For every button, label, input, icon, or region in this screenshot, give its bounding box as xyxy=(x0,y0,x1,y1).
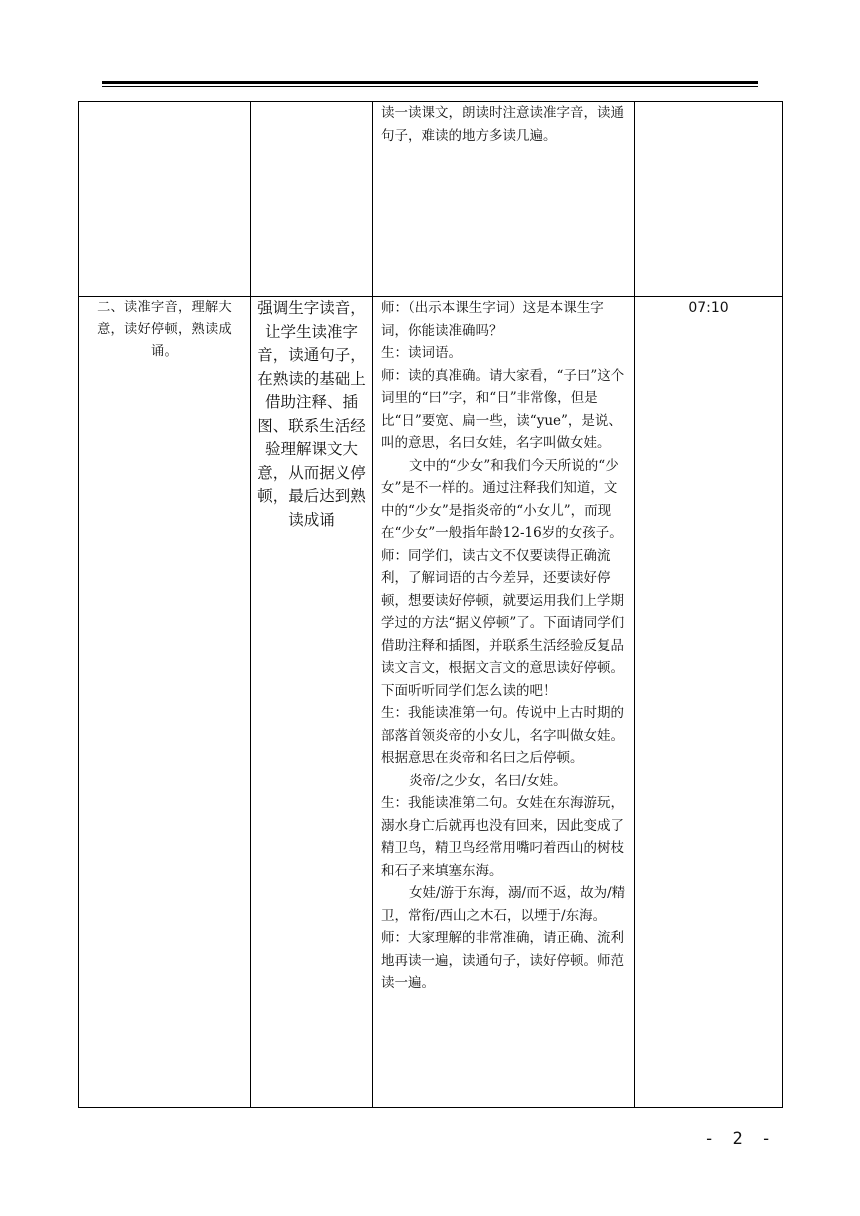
lesson-plan-table xyxy=(78,101,783,1108)
header-rule-thick xyxy=(102,81,758,84)
time-cell xyxy=(635,297,783,1108)
page-number: - 2 - xyxy=(704,1129,776,1149)
process-paragraph: 生：我能读准第一句。传说中上古时期的部落首领炎帝的小女儿，名字叫做女娃。根据意思在炎帝和名曰之后停顿。 xyxy=(381,705,624,766)
process-paragraph: 女娃/游于东海，溺/而不返，故为/精卫，常衔/西山之木石，以堙于/东海。 xyxy=(381,885,626,924)
process-paragraph: 师：大家理解的非常准确，请正确、流利地再读一遍，读通句子，读好停顿。师范读一遍。 xyxy=(381,930,624,991)
process-paragraph: 师：同学们，读古文不仅要读得正确流利，了解词语的古今差异，还要读好停顿，想要读好停顿，就要运用我们上学期学过的方法“据义停顿”了。下面请同学们借助注释和插图，并联系生活经验反复品读文言文，根据文言文的意思读好停顿。下面听听同学们怎么读的吧！ xyxy=(381,547,625,699)
process-paragraph: 生：读词语。 xyxy=(381,345,462,361)
intent-cell xyxy=(251,297,373,1108)
intent-cell xyxy=(251,102,373,297)
process-paragraph: 读一读课文，朗读时注意读准字音，读通句子，难读的地方多读几遍。 xyxy=(381,105,624,144)
time-text: 07:10 xyxy=(688,300,729,316)
time-cell xyxy=(635,102,783,297)
process-cell xyxy=(373,102,635,297)
process-paragraph: 师：（出示本课生字词）这是本课生字词，你能读准确吗？ xyxy=(381,300,604,339)
process-paragraph: 文中的“少女”和我们今天所说的“少女”是不一样的。通过注释我们知道，文中的“少女”是指炎帝的“小女儿”，而现在“少女”一般指年龄12-16岁的女孩子。 xyxy=(381,457,623,541)
table-row xyxy=(79,102,783,297)
process-content xyxy=(373,297,634,995)
step-text: 二、读准字音，理解大意，读好停顿，熟读成诵。 xyxy=(97,300,232,359)
process-cell xyxy=(373,297,635,1108)
table-row xyxy=(79,297,783,1108)
process-paragraph: 炎帝/之少女，名曰/女娃。 xyxy=(409,772,567,789)
intent-text: 强调生字读音，让学生读准字音，读通句子，在熟读的基础上借助注释、插图、联系生活经验理解课文大意，从而据义停顿，最后达到熟读成诵 xyxy=(257,299,366,529)
process-paragraph: 师：读的真准确。请大家看，“子曰”这个词里的“曰”字，和“日”非常像，但是比“日”要宽、扁一些，读“yue”，是说、叫的意思，名曰女娃，名字叫做女娃。 xyxy=(381,367,625,451)
step-cell xyxy=(79,102,251,297)
header-rule-thin xyxy=(102,86,758,87)
step-cell xyxy=(79,297,251,1108)
process-paragraph: 生：我能读准第二句。女娃在东海游玩，溺水身亡后就再也没有回来，因此变成了精卫鸟，精卫鸟经常用嘴叼着西山的树枝和石子来填塞东海。 xyxy=(381,795,624,879)
